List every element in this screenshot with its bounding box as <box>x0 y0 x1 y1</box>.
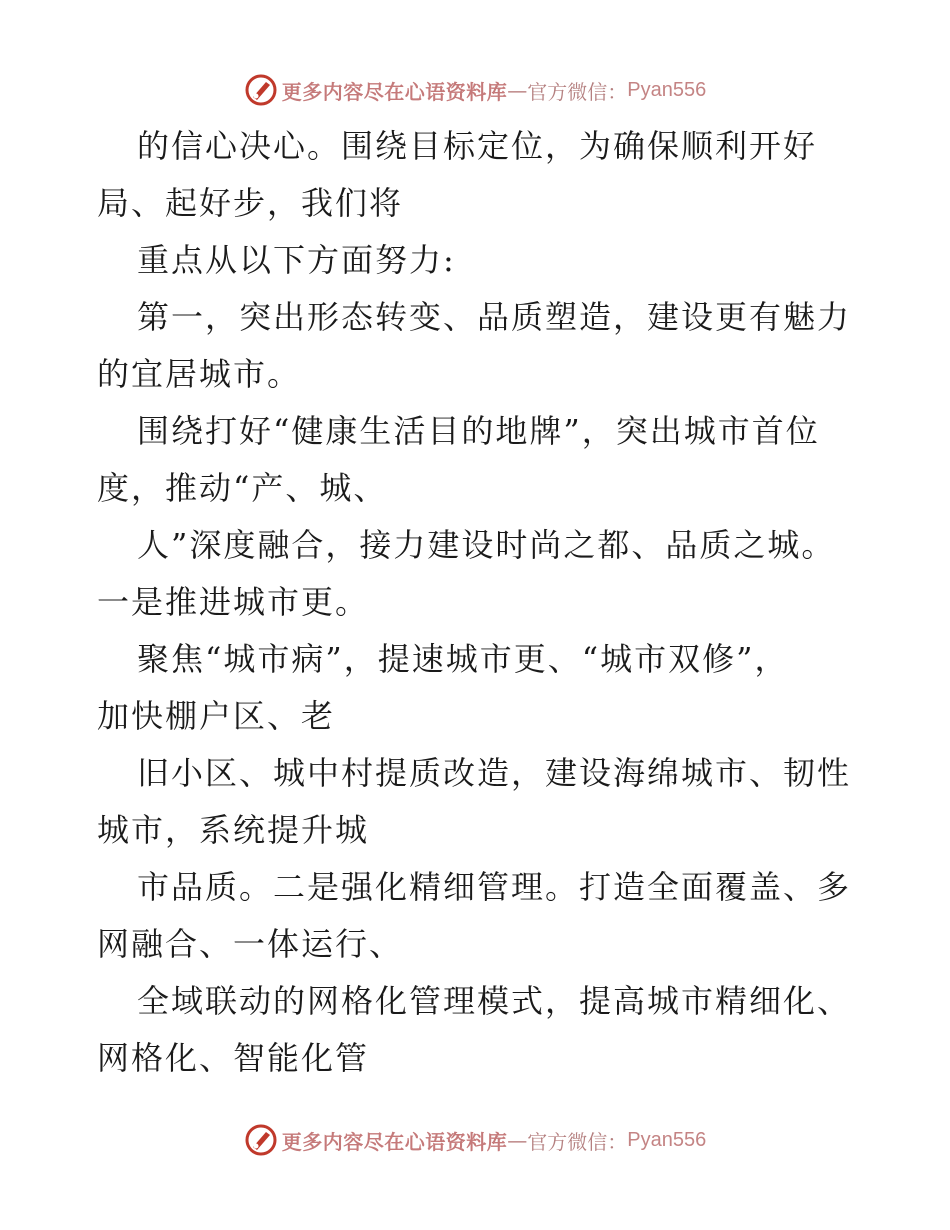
text-line: 城市，系统提升城 <box>97 811 370 849</box>
watermark-wechat-id: Pyan556 <box>627 1128 707 1151</box>
document-body <box>97 118 857 1087</box>
text-line: 旧小区、城中村提质改造，建设海绵城市、韧性 <box>137 754 852 792</box>
paragraph <box>97 631 857 745</box>
watermark-text: 更多内容尽在心语资料库 <box>281 1129 508 1154</box>
text-line: 的信心决心。围绕目标定位，为确保顺利开好 <box>137 127 818 165</box>
paragraph <box>97 118 857 232</box>
watermark-wechat-id: Pyan556 <box>627 78 707 101</box>
paragraph <box>97 745 857 859</box>
paragraph <box>97 517 857 631</box>
paragraph <box>97 403 857 517</box>
text-line: 网格化、智能化管 <box>97 1039 370 1077</box>
text-line: 的宜居城市。 <box>97 355 302 393</box>
text-line: 第一，突出形态转变、品质塑造，建设更有魅力 <box>137 298 852 336</box>
text-line: 市品质。二是强化精细管理。打造全面覆盖、多 <box>137 868 852 906</box>
paragraph <box>97 973 857 1087</box>
watermark-text: 更多内容尽在心语资料库 <box>281 79 508 104</box>
text-line: 围绕打好“健康生活目的地牌”，突出城市首位 <box>137 412 820 450</box>
watermark-wechat-label: 官方微信： <box>527 79 628 104</box>
paragraph <box>97 232 857 289</box>
paragraph <box>97 859 857 973</box>
text-line: 全域联动的网格化管理模式，提高城市精细化、 <box>137 982 852 1020</box>
text-line: 聚焦“城市病”，提速城市更、“城市双修”， <box>137 640 789 678</box>
text-line: 加快棚户区、老 <box>97 697 336 735</box>
footer-watermark <box>0 1120 950 1160</box>
paragraph <box>97 289 857 403</box>
text-line: 人”深度融合，接力建设时尚之都、品质之城。 <box>137 526 836 564</box>
watermark-separator: — <box>507 1128 528 1152</box>
header-watermark <box>0 70 950 110</box>
pen-logo-icon <box>244 1123 278 1157</box>
text-line: 度，推动“产、城、 <box>97 469 388 507</box>
watermark-separator: — <box>507 78 528 102</box>
text-line: 重点从以下方面努力: <box>137 241 456 279</box>
text-line: 一是推进城市更。 <box>97 583 370 621</box>
text-line: 网融合、一体运行、 <box>97 925 404 963</box>
text-line: 局、起好步，我们将 <box>97 184 404 222</box>
watermark-wechat-label: 官方微信： <box>527 1129 628 1154</box>
pen-logo-icon <box>244 73 278 107</box>
